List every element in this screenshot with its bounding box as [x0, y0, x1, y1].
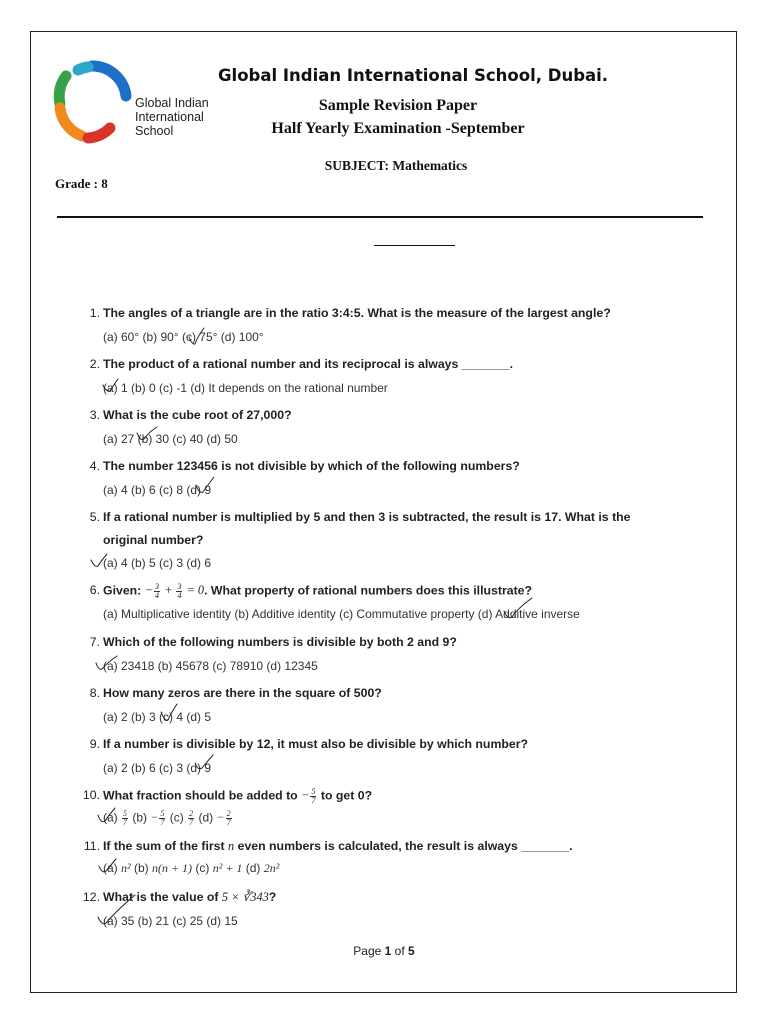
- question-text-post: to get 0?: [317, 788, 373, 803]
- question-text: What is the value of 5 × ∛343?: [103, 890, 277, 904]
- question-number: 6.: [89, 583, 100, 597]
- question-text: If a number is divisible by 12, it must also be divisible by which number?: [103, 737, 529, 751]
- question-options: (a) 2 (b) 3 (c) 4 (d) 5: [103, 710, 212, 724]
- question-text-pre: Given:: [103, 583, 145, 598]
- subject-label: SUBJECT: Mathematics: [324, 158, 468, 173]
- question-number: 3.: [89, 408, 100, 422]
- question-number: 11.: [83, 839, 100, 853]
- question-number: 8.: [89, 686, 100, 700]
- question-number: 10.: [82, 788, 100, 802]
- grade-label: Grade : 8: [55, 176, 108, 191]
- question-options: (a) 4 (b) 5 (c) 3 (d) 6: [103, 556, 212, 570]
- logo-text: Global Indian International School: [135, 96, 209, 138]
- exam-title: Half Yearly Examination -September: [271, 120, 525, 137]
- question-text: What is the cube root of 27,000?: [103, 408, 292, 422]
- header-divider: [57, 216, 703, 218]
- question-text-post: . What property of rational numbers does this illustrate?: [204, 583, 533, 598]
- question-options: (a) n² (b) n(n + 1) (c) n² + 1 (d) 2n²: [103, 861, 280, 875]
- question-number: 5.: [89, 510, 100, 524]
- question-text: The angles of a triangle are in the ratio 3:4:5. What is the measure of the largest angle?: [103, 306, 611, 320]
- question-number: 2.: [89, 357, 100, 371]
- question-options: (a) 1 (b) 0 (c) -1 (d) It depends on the rational number: [103, 381, 388, 395]
- question-options: (a) $\frac{5}{7}$ (b) − $\frac{5}{7}$ (c) $\frac{2}{7}$ (d) − $\frac{2}{7}$: [103, 809, 231, 827]
- question-text: If a rational number is multiplied by 5 and then 3 is subtracted, the result is 17. What is the: [103, 510, 631, 524]
- question-options: (a) 60° (b) 90° (c) 75° (d) 100°: [103, 330, 264, 344]
- fraction-expression: − $\frac{5}{7}$: [301, 787, 316, 805]
- page-footer: Page 1 of 5: [353, 944, 415, 958]
- question-options: (a) 2 (b) 6 (c) 3 (d) 9: [103, 761, 212, 775]
- question-text: [103, 583, 532, 600]
- question-number: 1.: [89, 306, 100, 320]
- question-text: How many zeros are there in the square of 500?: [103, 686, 382, 700]
- question-options: (a) 27 (b) 30 (c) 40 (d) 50: [103, 432, 238, 446]
- question-text: [103, 788, 372, 805]
- paper-title: Sample Revision Paper: [318, 97, 478, 114]
- question-options: (a) 35 (b) 21 (c) 25 (d) 15: [103, 914, 238, 928]
- question-number: 12.: [82, 890, 100, 904]
- question-text: The product of a rational number and its reciprocal is always _______.: [103, 357, 514, 371]
- short-divider: [374, 245, 455, 246]
- question-text: The number 123456 is not divisible by which of the following numbers?: [103, 459, 520, 473]
- question-text: If the sum of the first n even numbers is calculated, the result is always _______.: [103, 839, 573, 853]
- question-number: 9.: [89, 737, 100, 751]
- question-text: Which of the following numbers is divisible by both 2 and 9?: [103, 635, 457, 649]
- question-options: (a) 23418 (b) 45678 (c) 78910 (d) 12345: [103, 659, 318, 673]
- question-number: 7.: [89, 635, 100, 649]
- equation: − $\frac{3}{4}$ + $\frac{3}{4}$ = 0: [144, 582, 205, 600]
- question-options: (a) 4 (b) 6 (c) 8 (d) 9: [103, 483, 212, 497]
- question-text-pre: What fraction should be added to: [103, 788, 302, 803]
- question-options: (a) Multiplicative identity (b) Additive identity (c) Commutative property (d) Additive inverse: [103, 607, 580, 621]
- question-number: 4.: [89, 459, 100, 473]
- question-text-continued: original number?: [103, 533, 204, 547]
- school-title: Global Indian International School, Dubai.: [218, 66, 609, 85]
